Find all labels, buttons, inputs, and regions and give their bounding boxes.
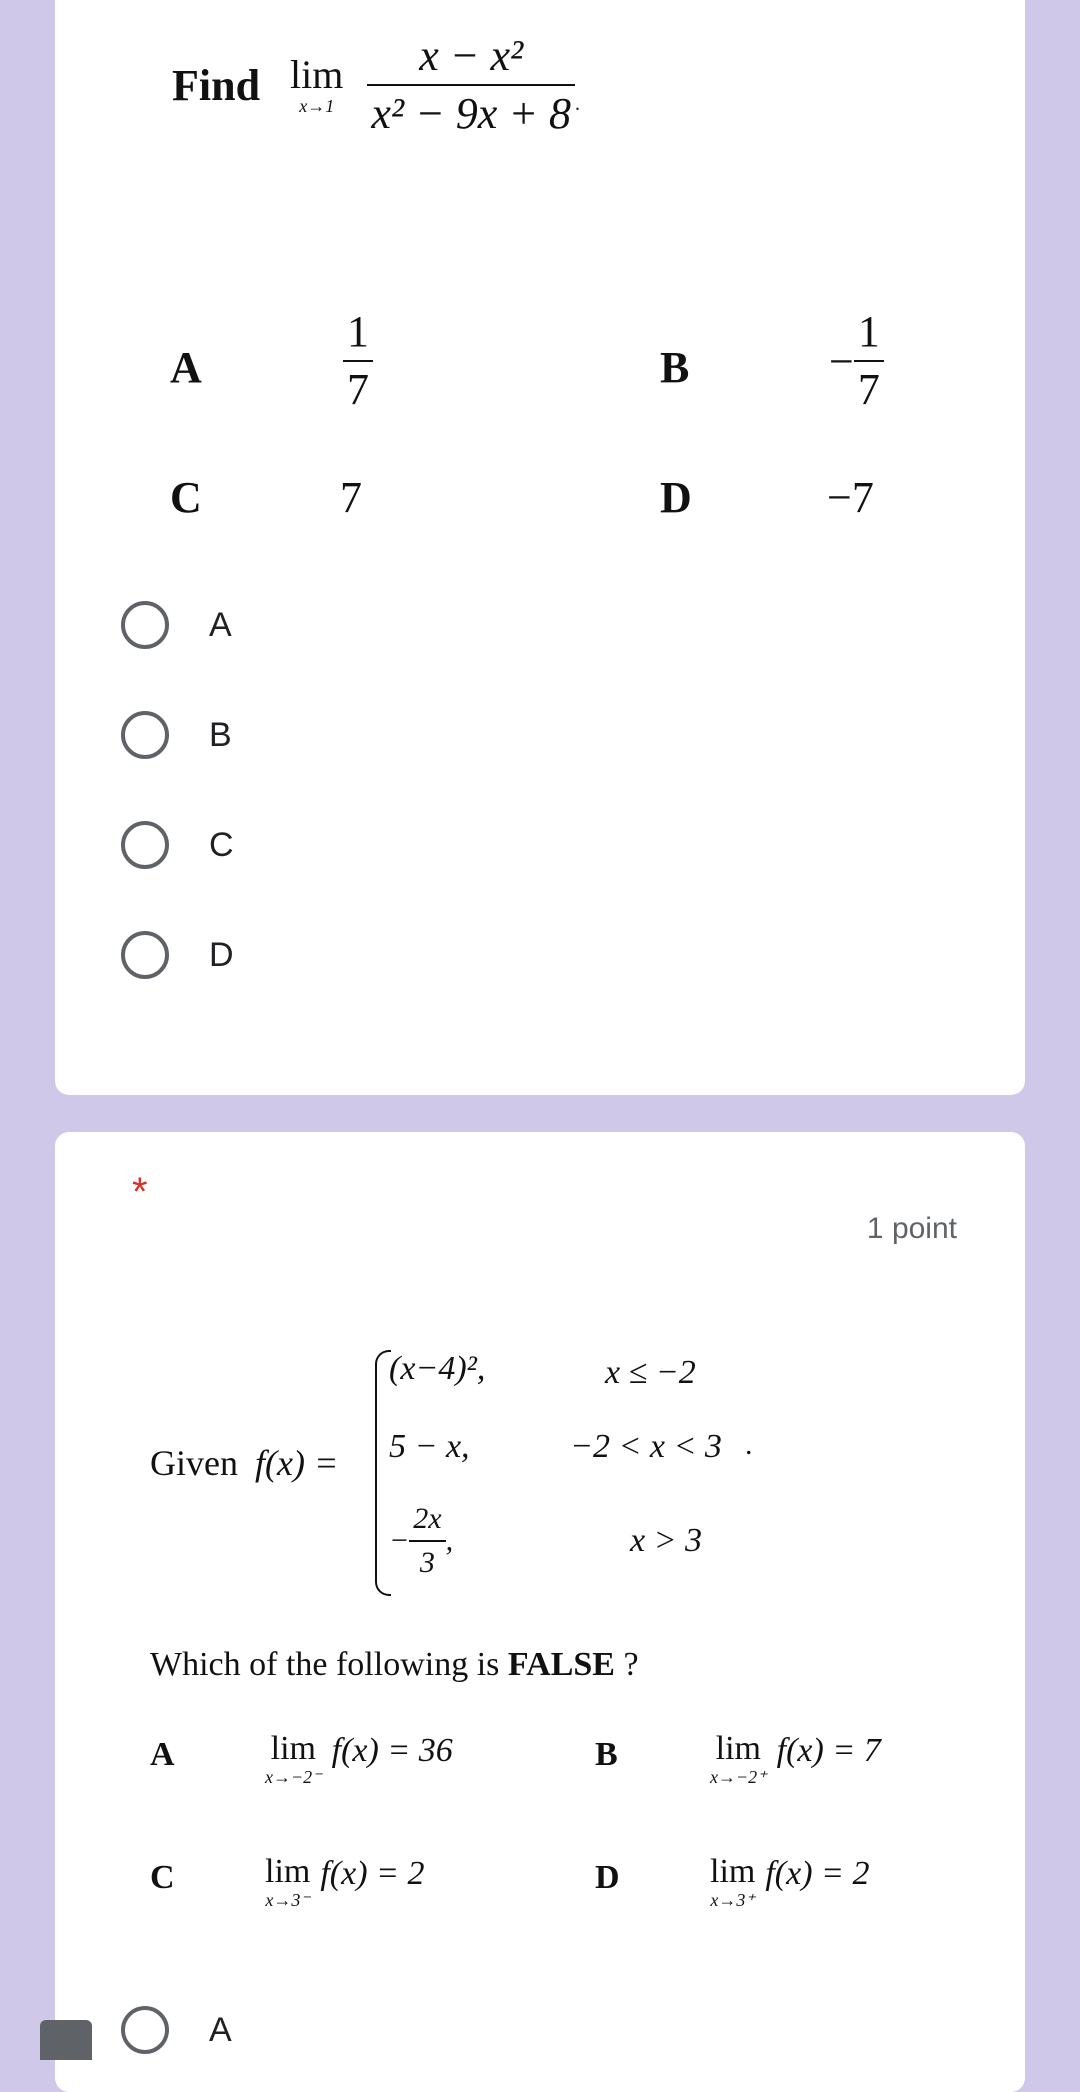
side-tab-handle[interactable] bbox=[40, 2020, 92, 2060]
choice-a-value bbox=[343, 307, 373, 414]
q2-choice-a-expr: f(x) = 36 bbox=[331, 1732, 453, 1769]
q2-choice-d-lim bbox=[710, 1855, 755, 1909]
question-card-2 bbox=[55, 1132, 1025, 2092]
lim-subscript: x→−2⁻ bbox=[265, 1767, 322, 1787]
choice-b-num: 1 bbox=[857, 307, 880, 356]
choice-b-sign: − bbox=[829, 336, 854, 386]
lim-text: lim bbox=[290, 52, 344, 97]
q2-option-a-label: A bbox=[209, 2010, 232, 2049]
option-d-label: D bbox=[209, 935, 234, 974]
q2-option-a[interactable] bbox=[121, 2002, 232, 2058]
lim-text: lim bbox=[710, 1853, 756, 1890]
option-c-label: C bbox=[209, 825, 234, 864]
lim-subscript: x→3⁺ bbox=[710, 1890, 755, 1910]
q2-choice-c-letter: C bbox=[150, 1859, 175, 1896]
find-label: Find bbox=[172, 60, 261, 110]
radio-circle-icon[interactable] bbox=[121, 711, 169, 759]
case-1-expr: (x−4)², bbox=[389, 1350, 486, 1387]
choice-d-value: −7 bbox=[827, 473, 874, 522]
case-3-num: 2x bbox=[413, 1502, 442, 1535]
q2-choice-b-lim bbox=[710, 1732, 767, 1786]
limit-operator bbox=[290, 52, 344, 116]
fx-label: f(x) = bbox=[255, 1443, 339, 1483]
radio-circle-icon[interactable] bbox=[121, 931, 169, 979]
q2-choice-a-lim bbox=[265, 1732, 322, 1786]
option-b-label: B bbox=[209, 715, 232, 754]
choice-b-den: 7 bbox=[857, 365, 880, 414]
choice-c-letter: C bbox=[170, 473, 202, 522]
option-c[interactable] bbox=[121, 817, 234, 873]
q2-choice-c-expr: f(x) = 2 bbox=[320, 1855, 425, 1892]
case-3-expr bbox=[389, 1504, 453, 1578]
q2-choice-d bbox=[710, 1855, 869, 1909]
case-3-tail: , bbox=[445, 1524, 454, 1557]
option-d[interactable] bbox=[121, 927, 234, 983]
question-prompt bbox=[150, 1646, 639, 1684]
case-3-sign: − bbox=[389, 1524, 410, 1557]
lim-text: lim bbox=[265, 1853, 311, 1890]
radio-circle-icon[interactable] bbox=[121, 821, 169, 869]
question-1-formula bbox=[172, 31, 581, 138]
lim-text: lim bbox=[715, 1730, 761, 1767]
question-card-1 bbox=[55, 0, 1025, 1095]
lim-subscript: x→3⁻ bbox=[265, 1890, 310, 1910]
points-label: 1 point bbox=[866, 1212, 957, 1245]
q2-choice-b-letter: B bbox=[595, 1736, 618, 1773]
given-label: Given bbox=[150, 1443, 238, 1483]
case-3-cond: x > 3 bbox=[630, 1522, 703, 1559]
lim-subscript: x→−2⁺ bbox=[710, 1767, 767, 1787]
choice-a-den: 7 bbox=[347, 365, 369, 414]
limit-fraction bbox=[367, 31, 575, 138]
option-a[interactable] bbox=[121, 597, 232, 653]
choice-a-num: 1 bbox=[347, 307, 369, 356]
fraction-denominator: x² − 9x + 8 bbox=[371, 89, 572, 138]
choice-b-value bbox=[829, 307, 884, 414]
prompt-start: Which of the following is bbox=[150, 1646, 508, 1683]
dot: . bbox=[745, 1428, 753, 1461]
q2-choice-d-expr: f(x) = 2 bbox=[765, 1855, 870, 1892]
q2-choice-a bbox=[265, 1732, 453, 1786]
fraction-numerator: x − x² bbox=[419, 31, 524, 80]
choice-a-letter: A bbox=[170, 343, 202, 392]
required-asterisk: * bbox=[132, 1170, 148, 1214]
q2-choice-b-expr: f(x) = 7 bbox=[776, 1732, 881, 1769]
choice-b-letter: B bbox=[660, 343, 690, 392]
prompt-end: ? bbox=[614, 1646, 639, 1683]
option-a-label: A bbox=[209, 605, 232, 644]
case-3-den: 3 bbox=[419, 1546, 435, 1579]
lim-subscript: x→1 bbox=[299, 96, 335, 116]
case-1-cond: x ≤ −2 bbox=[605, 1354, 696, 1391]
choice-d-letter: D bbox=[660, 473, 692, 522]
q2-choice-c-lim bbox=[265, 1855, 310, 1909]
option-b[interactable] bbox=[121, 707, 232, 763]
case-2-cond: −2 < x < 3 bbox=[570, 1428, 722, 1465]
q2-choice-a-letter: A bbox=[150, 1736, 175, 1773]
prompt-bold: FALSE bbox=[507, 1646, 615, 1683]
case-2-expr: 5 − x, bbox=[389, 1428, 470, 1465]
period: . bbox=[575, 93, 581, 115]
q2-choice-d-letter: D bbox=[595, 1859, 620, 1896]
choice-c-value: 7 bbox=[340, 473, 362, 522]
lim-text: lim bbox=[270, 1730, 316, 1767]
radio-circle-icon[interactable] bbox=[121, 601, 169, 649]
q2-choice-c bbox=[265, 1855, 424, 1909]
q2-choice-b bbox=[710, 1732, 881, 1786]
